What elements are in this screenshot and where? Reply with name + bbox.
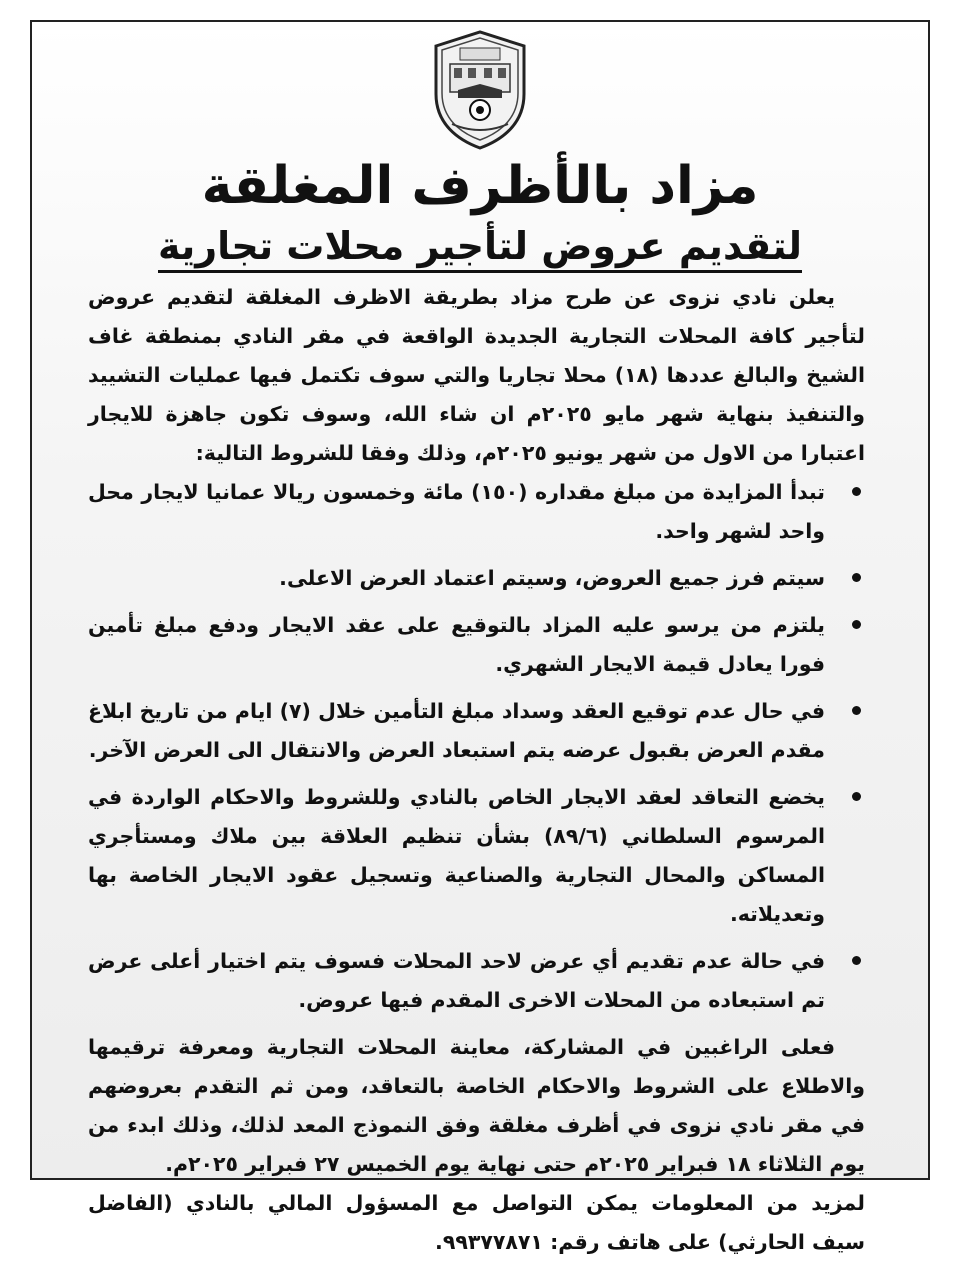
condition-text: تبدأ المزايدة من مبلغ مقداره (١٥٠) مائة وخمسون ريالا عمانيا لايجار محل واحد لشهر واحد. xyxy=(88,480,825,543)
contact-text: لمزيد من المعلومات يمكن التواصل مع المسؤول المالي بالنادي (الفاضل سيف الحارثي) على هاتف رقم: xyxy=(88,1191,865,1254)
condition-text: يخضع التعاقد لعقد الايجار الخاص بالنادي وللشروط والاحكام الواردة في المرسوم السلطاني (٨٩/٦) بشأن تنظيم العلاقة بين ملاك ومستأجري المساكن والمحال التجارية والصناعية وتسجيل عقود الايجار الخاصة بها وتعديلاته. xyxy=(88,785,825,926)
subtitle-text: لتقديم عروض لتأجير محلات تجارية xyxy=(158,224,802,273)
condition-text: يلتزم من يرسو عليه المزاد بالتوقيع على عقد الايجار ودفع مبلغ تأمين فورا يعادل قيمة الايجار الشهري. xyxy=(88,613,825,676)
condition-text: في حال عدم توقيع العقد وسداد مبلغ التأمين خلال (٧) ايام من تاريخ ابلاغ مقدم العرض بقبول عرضه يتم استبعاد العرض والانتقال الى العرض الآخر. xyxy=(88,699,825,762)
condition-text: في حالة عدم تقديم أي عرض لاحد المحلات فسوف يتم اختيار أعلى عرض تم استبعاده من المحلات الاخرى المقدم فيها عروض. xyxy=(88,949,825,1012)
condition-item xyxy=(88,473,825,551)
conditions-list xyxy=(88,473,865,1020)
phone-number: ٩٩٣٧٧٨٧١. xyxy=(435,1230,543,1254)
condition-item xyxy=(88,559,825,598)
condition-item xyxy=(88,942,825,1020)
contact-paragraph xyxy=(88,1184,865,1262)
bullet-icon xyxy=(852,487,861,496)
bullet-icon xyxy=(852,792,861,801)
condition-item xyxy=(88,606,825,684)
bullet-icon xyxy=(852,620,861,629)
bullet-icon xyxy=(852,706,861,715)
condition-text: سيتم فرز جميع العروض، وسيتم اعتماد العرض الاعلى. xyxy=(279,566,825,590)
intro-paragraph: يعلن نادي نزوى عن طرح مزاد بطريقة الاظرف المغلقة لتقديم عروض لتأجير كافة المحلات التجارية الجديدة الواقعة في مقر النادي بمنطقة غاف الشيخ والبالغ عددها (١٨) محلا تجاريا والتي سوف تكتمل فيها عمليات التشييد والتنفيذ بنهاية شهر مايو ٢٠٢٥م ان شاء الله، وسوف تكون جاهزة للايجار اعتبارا من الاول من شهر يونيو ٢٠٢٥م، وذلك وفقا للشروط التالية: xyxy=(88,285,865,465)
bullet-icon xyxy=(852,956,861,965)
club-crest-icon xyxy=(428,28,532,152)
page-subtitle xyxy=(60,220,900,272)
page-title: مزاد بالأظرف المغلقة xyxy=(201,156,759,216)
closing-paragraph: فعلى الراغبين في المشاركة، معاينة المحلات التجارية ومعرفة ترقيمها والاطلاع على الشروط والاحكام الخاصة بالتعاقد، ومن ثم التقدم بعروضهم في مقر نادي نزوى في أظرف مغلقة وفق النموذج المعد لذلك، وذلك ابدء من يوم الثلاثاء ١٨ فبراير ٢٠٢٥م حتى نهاية يوم الخميس ٢٧ فبراير ٢٠٢٥م. xyxy=(88,1035,865,1176)
condition-item xyxy=(88,778,825,934)
bullet-icon xyxy=(852,573,861,582)
announcement-body xyxy=(88,278,865,1262)
condition-item xyxy=(88,692,825,770)
